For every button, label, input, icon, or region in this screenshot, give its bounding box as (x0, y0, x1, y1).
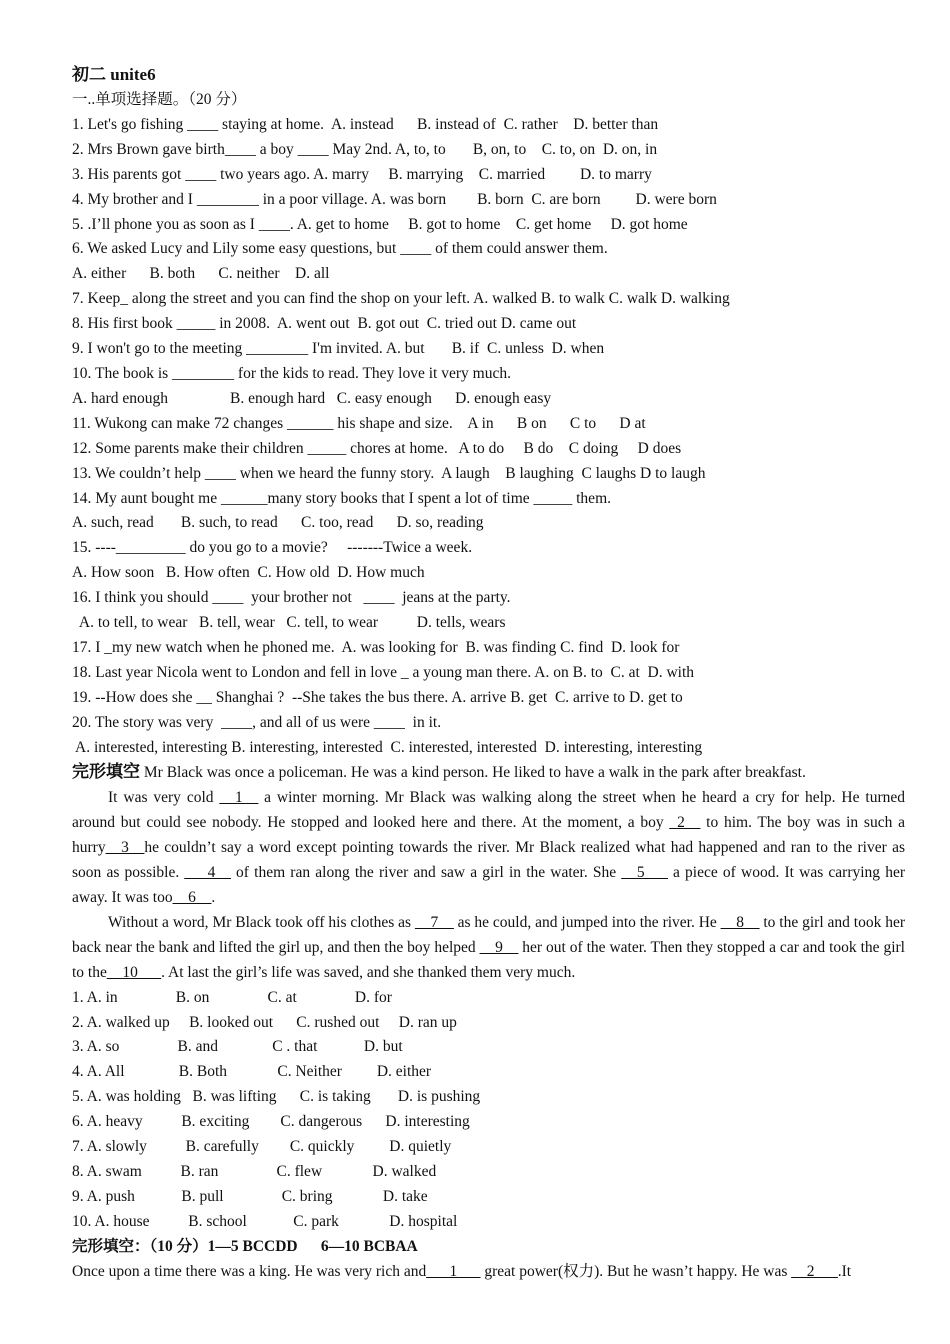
text-run: Once upon a time there was a king. He was very rich and (72, 1262, 427, 1280)
answer-key: 完形填空：（10 分）1—5 BCCDD 6—10 BCBAA (72, 1237, 418, 1255)
text-run: It was very cold (108, 789, 220, 807)
question-line: A. either B. both C. neither D. all (72, 265, 330, 283)
question-line: 18. Last year Nicola went to London and fell in love _ a young man there. A. on B. to C. at D. with (72, 663, 695, 681)
multiple-choice-list (72, 113, 905, 761)
blank-4: ___4__ (184, 864, 231, 882)
document-page (72, 62, 905, 1285)
text-run: . (211, 889, 216, 906)
question-line: 15. ----_________ do you go to a movie? -------Twice a week. (72, 539, 473, 557)
question-line: 6. We asked Lucy and Lily some easy questions, but ____ of them could answer them. (72, 240, 608, 258)
cloze-paragraph-1 (72, 786, 905, 911)
question-line: 11. Wukong can make 72 changes ______ his shape and size. A in B on C to D at (72, 414, 646, 432)
text-run: as he could, and jumped into the river. He (453, 913, 721, 931)
text-run: he couldn’t say a word except pointing towards the river. Mr Black realized what had happened and ran to the river as soon as possible. (72, 839, 905, 882)
question-line: 5. .I’ll phone you as soon as I ____. A. get to home B. got to home C. get home D. got home (72, 215, 688, 233)
question-line: 1. Let's go fishing ____ staying at home. A. instead B. instead of C. rather D. better than (72, 115, 659, 133)
blank-2: _2__ (669, 814, 701, 832)
blank-3: __3__ (105, 839, 145, 857)
blank-1: __1__ (219, 789, 259, 807)
question-line: 16. I think you should ____ your brother not ____ jeans at the party. (72, 589, 511, 607)
question-line: 10. The book is ________ for the kids to read. They love it very much. (72, 364, 511, 382)
question-line: 20. The story was very ____, and all of us were ____ in it. (72, 713, 442, 731)
blank-5: __5___ (621, 864, 668, 882)
blank-2: __2___ (791, 1262, 838, 1280)
text-run: great power(权力). But he wasn’t happy. He was (480, 1262, 792, 1280)
document-title: 初二 unite6 (72, 65, 156, 84)
question-line: A. such, read B. such, to read C. too, read D. so, reading (72, 514, 484, 532)
cloze-option-line: 5. A. was holding B. was lifting C. is taking D. is pushing (72, 1088, 481, 1106)
text-run: a piece of wood. It was carrying her away. It was too (72, 864, 906, 906)
cloze-option-line: 2. A. walked up B. looked out C. rushed out D. ran up (72, 1013, 457, 1031)
cloze-option-line: 1. A. in B. on C. at D. for (72, 988, 392, 1006)
question-line: 4. My brother and I ________ in a poor village. A. was born B. born C. are born D. were born (72, 190, 717, 208)
question-line: 9. I won't go to the meeting ________ I'm invited. A. but B. if C. unless D. when (72, 340, 605, 358)
text-run: Without a word, Mr Black took off his clothes as (108, 913, 415, 931)
blank-1: ___1___ (426, 1262, 481, 1280)
cloze-option-line: 3. A. so B. and C . that D. but (72, 1038, 403, 1056)
cloze-option-line: 7. A. slowly B. carefully C. quickly D. quietly (72, 1138, 452, 1156)
cloze-option-line: 6. A. heavy B. exciting C. dangerous D. interesting (72, 1113, 470, 1131)
cloze-paragraph-2 (72, 911, 905, 986)
question-line: 19. --How does she __ Shanghai ? --She takes the bus there. A. arrive B. get C. arrive to D. get to (72, 688, 683, 706)
cloze-option-line: 10. A. house B. school C. park D. hospital (72, 1212, 458, 1230)
blank-8: __8__ (720, 913, 760, 931)
cloze-options-list (72, 986, 905, 1235)
text-run: . At last the girl’s life was saved, and she thanked them very much. (161, 963, 576, 981)
text-run: .It (837, 1262, 852, 1280)
question-line: 2. Mrs Brown gave birth____ a boy ____ May 2nd. A, to, to B, on, to C. to, on D. on, in (72, 140, 658, 158)
text-run: of them ran along the river and saw a girl in the water. She (230, 864, 622, 882)
question-line: 3. His parents got ____ two years ago. A. marry B. marrying C. married D. to marry (72, 165, 652, 183)
question-line: 17. I _my new watch when he phoned me. A. was looking for B. was finding C. find D. look for (72, 638, 680, 656)
cloze-intro-text: Mr Black was once a policeman. He was a kind person. He liked to have a walk in the park after breakfast. (140, 764, 806, 782)
cloze-option-line: 4. A. All B. Both C. Neither D. either (72, 1063, 432, 1081)
blank-9: __9__ (479, 938, 519, 956)
section-header-multiple-choice: 一..单项选择题。（20 分） (72, 91, 247, 108)
cloze-option-line: 9. A. push B. pull C. bring D. take (72, 1187, 428, 1205)
question-line: 7. Keep_ along the street and you can find the shop on your left. A. walked B. to walk C. walk D. walking (72, 290, 730, 308)
text-run: a winter morning. Mr Black was walking along the street when he heard a cry for help. He turned around but could see nobody. He stopped and looked here and there. At the moment, a boy (72, 789, 905, 832)
cloze-heading: 完形填空 (72, 762, 140, 782)
question-line: A. to tell, to wear B. tell, wear C. tell, to wear D. tells, wears (72, 614, 506, 632)
question-line: A. hard enough B. enough hard C. easy enough D. enough easy (72, 389, 552, 407)
question-line: 8. His first book _____ in 2008. A. went out B. got out C. tried out D. came out (72, 315, 577, 333)
text-run: to the girl and took her back near the bank and lifted the girl up, and then the boy helped (72, 913, 905, 956)
question-line: A. How soon B. How often C. How old D. How much (72, 564, 425, 582)
text-run: her out of the water. Then they stopped a car and took the girl to the (72, 938, 905, 981)
blank-7: __7__ (414, 913, 454, 931)
question-line: 13. We couldn’t help ____ when we heard the funny story. A laugh B laughing C laughs D to laugh (72, 464, 706, 482)
cloze-option-line: 8. A. swam B. ran C. flew D. walked (72, 1162, 437, 1180)
blank-6: __6__ (172, 889, 212, 906)
question-line: 12. Some parents make their children _____ chores at home. A to do B do C doing D does (72, 439, 682, 457)
question-line: A. interested, interesting B. interesting, interested C. interested, interested D. interesting, interesting (72, 738, 703, 756)
text-run: to him. The boy was in such a hurry (72, 814, 905, 857)
cloze-intro (72, 760, 905, 786)
question-line: 14. My aunt bought me ______many story books that I spent a lot of time _____ them. (72, 489, 611, 507)
cloze2-paragraph (72, 1260, 905, 1285)
blank-10: __10___ (106, 963, 162, 981)
